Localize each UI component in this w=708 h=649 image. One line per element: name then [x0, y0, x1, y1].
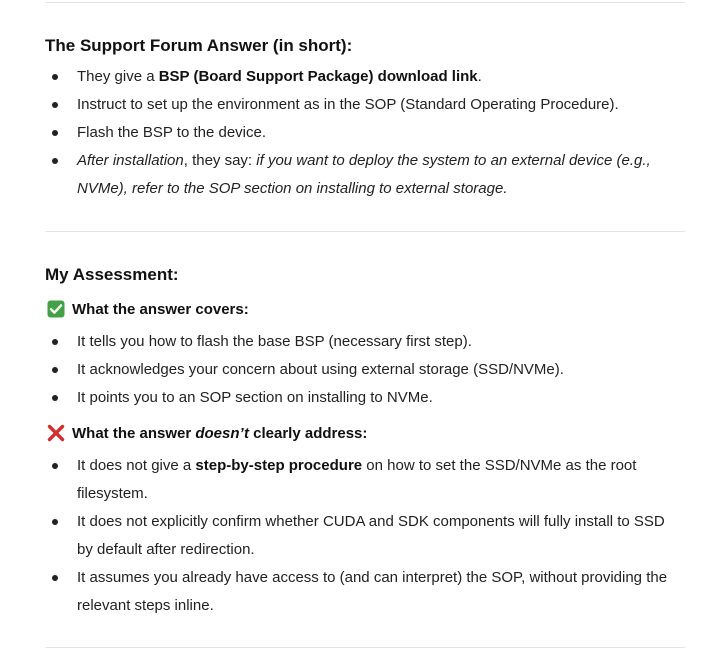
bullet-dot — [52, 519, 58, 525]
gaps-list — [0, 452, 708, 620]
item-bold-text: step-by-step procedure — [195, 457, 363, 474]
bullet-dot — [52, 158, 58, 164]
item-text: It points you to an SOP section on installing to NVMe. — [77, 389, 433, 406]
section-heading-support-answer: The Support Forum Answer (in short): — [45, 36, 353, 55]
bullet-dot — [52, 395, 58, 401]
item-text: . — [477, 68, 482, 85]
item-text: , they say: — [183, 152, 257, 169]
gaps-label: clearly address: — [253, 424, 368, 442]
list-item — [0, 63, 708, 91]
bottom-divider — [45, 647, 685, 648]
list-item — [0, 508, 708, 564]
item-italic-text: After installation — [77, 152, 184, 169]
bullet-dot — [52, 102, 58, 108]
gaps-label: What the answer — [72, 424, 192, 442]
list-item — [0, 328, 708, 356]
list-item — [0, 452, 708, 508]
bullet-dot — [52, 367, 58, 373]
item-text: It acknowledges your concern about using external storage (SSD/NVMe). — [77, 361, 564, 378]
item-text: Flash the BSP to the device. — [77, 124, 267, 141]
cross-mark-icon — [47, 424, 65, 442]
check-mark-icon — [47, 300, 65, 318]
list-item — [0, 356, 708, 384]
item-text: They give a — [77, 68, 159, 85]
item-text: It does not give a — [77, 457, 196, 474]
covers-subheading — [47, 300, 249, 318]
section-heading-assessment: My Assessment: — [45, 265, 179, 284]
list-item — [0, 564, 708, 620]
item-text: It assumes you already have access to (and can interpret) the SOP, without providing the relevant steps inline. — [77, 569, 668, 614]
support-answer-list — [0, 63, 708, 203]
list-item — [0, 147, 708, 203]
bullet-dot — [52, 74, 58, 80]
item-text: on how to set the SSD/NVMe as the root filesystem. — [77, 457, 637, 502]
item-bold-text: BSP (Board Support Package) download link — [158, 68, 478, 85]
gaps-subheading — [47, 424, 367, 442]
bullet-dot — [52, 575, 58, 581]
item-text: It tells you how to flash the base BSP (necessary first step). — [77, 333, 472, 350]
item-text: Instruct to set up the environment as in the SOP (Standard Operating Procedure). — [77, 96, 619, 113]
bullet-dot — [52, 463, 58, 469]
covers-list — [0, 328, 708, 412]
list-item — [0, 91, 708, 119]
top-divider — [45, 2, 685, 3]
list-item — [0, 119, 708, 147]
section-divider — [45, 231, 685, 232]
item-italic-text: if you want to deploy the system to an external device (e.g., NVMe), refer to the SOP section on installing to external storage. — [77, 152, 651, 197]
bullet-dot — [52, 339, 58, 345]
covers-label: What the answer covers: — [72, 300, 249, 318]
list-item — [0, 384, 708, 412]
item-text: It does not explicitly confirm whether CUDA and SDK components will fully install to SSD by default after redirection. — [77, 513, 665, 558]
gaps-label-emphasis: doesn’t — [195, 424, 249, 442]
bullet-dot — [52, 130, 58, 136]
